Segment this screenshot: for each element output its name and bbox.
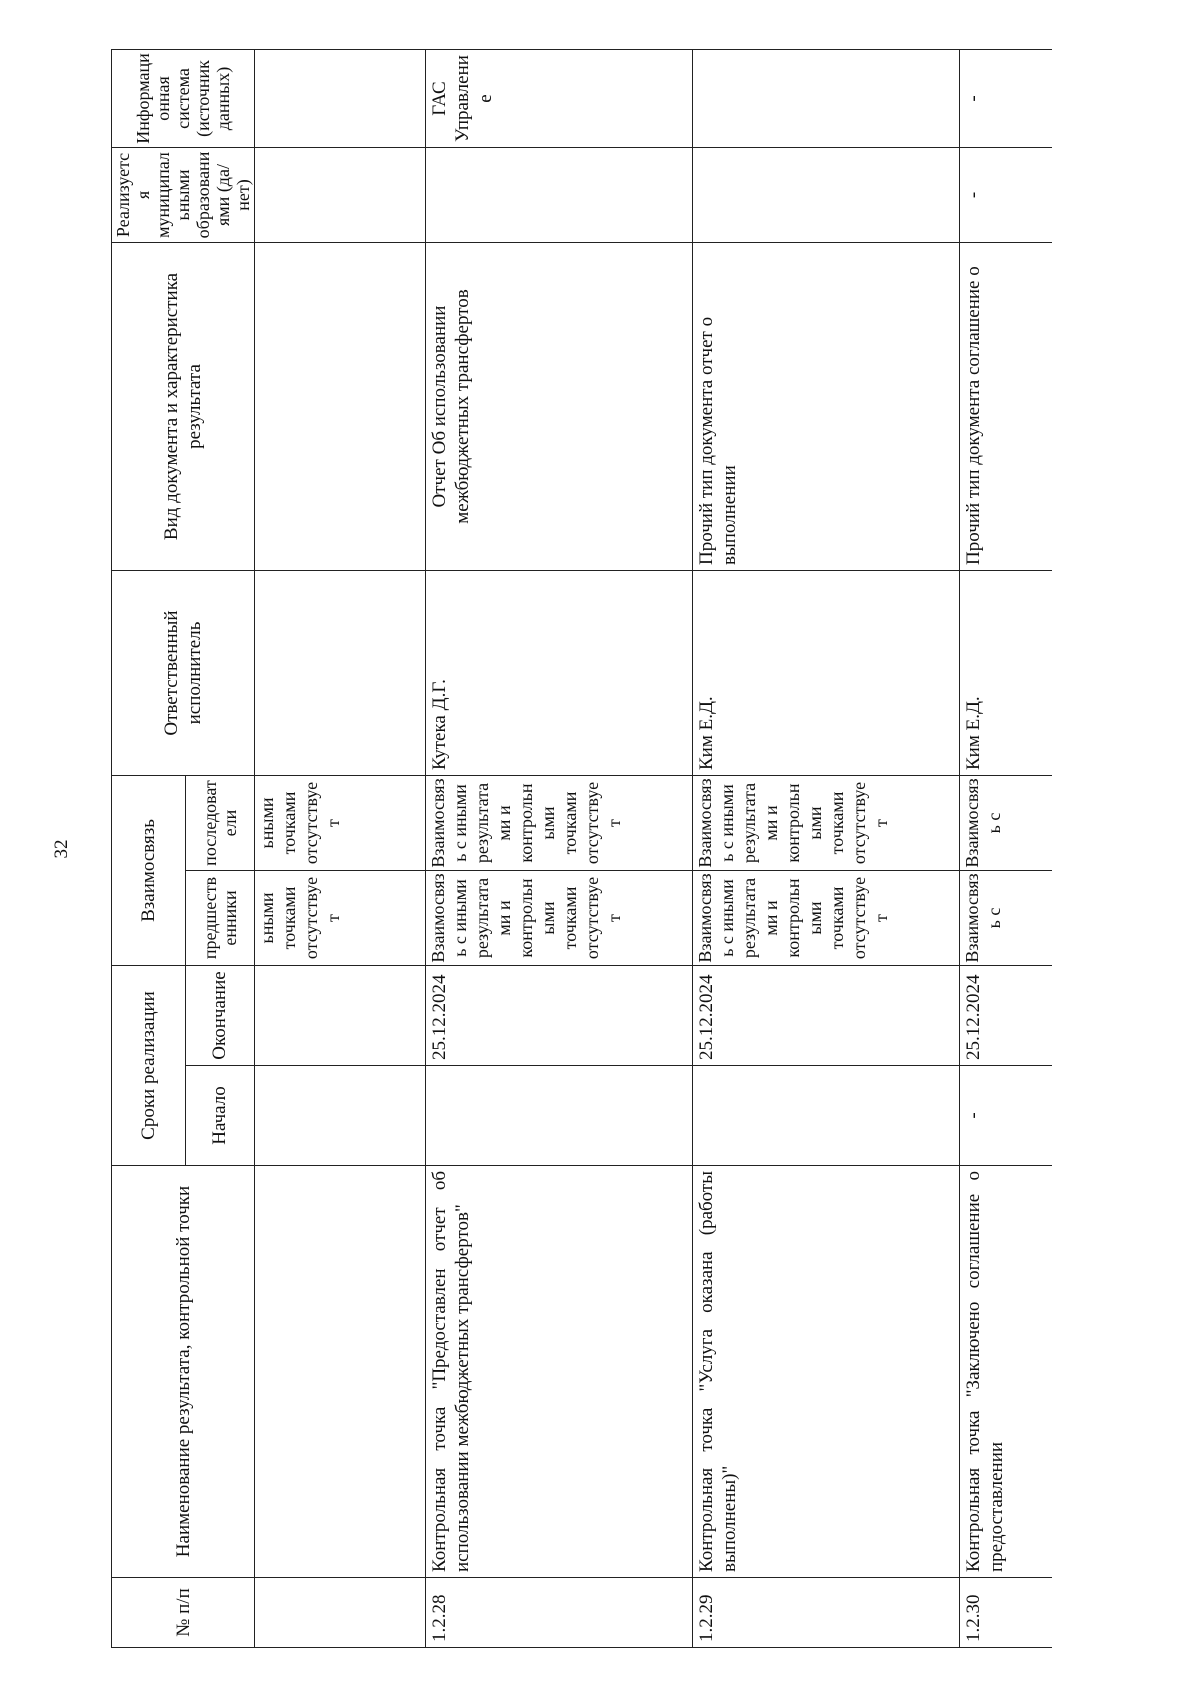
cell-predecessors: Взаимосвязь с xyxy=(960,871,1053,966)
header-responsible: Ответственный исполнитель xyxy=(112,571,255,776)
cell-responsible: Ким Е.Д. xyxy=(960,571,1053,776)
table-row xyxy=(255,50,426,1648)
cell-num: 1.2.28 xyxy=(426,1578,693,1648)
cell-end xyxy=(255,966,426,1066)
cell-end: 25.12.2024 xyxy=(426,966,693,1066)
schedule-table xyxy=(111,49,1052,1648)
header-info-system: Информационная система (источник данных) xyxy=(112,50,255,148)
cell-num xyxy=(255,1578,426,1648)
cell-end: 25.12.2024 xyxy=(693,966,960,1066)
cell-predecessors: Взаимосвязь с иными результатами и контрольными точками отсутствует xyxy=(693,871,960,966)
header-end: Окончание xyxy=(185,966,254,1066)
cell-responsible xyxy=(255,571,426,776)
cell-predecessors: Взаимосвязь с иными результатами и контрольными точками отсутствует xyxy=(426,871,693,966)
cell-municipal xyxy=(255,148,426,243)
header-start: Начало xyxy=(185,1066,254,1166)
rotated-table-wrapper xyxy=(111,50,1180,1648)
cell-start: - xyxy=(960,1066,1053,1166)
cell-start xyxy=(255,1066,426,1166)
cell-start xyxy=(693,1066,960,1166)
cell-successors: Взаимосвязь с xyxy=(960,776,1053,871)
header-relation: Взаимосвязь xyxy=(112,776,186,966)
cell-num: 1.2.29 xyxy=(693,1578,960,1648)
cell-document: Прочий тип документа отчет о выполнении xyxy=(693,243,960,571)
cell-name: Контрольная точка "Заключено соглашение о предоставлении xyxy=(960,1166,1053,1578)
header-successors: последователи xyxy=(185,776,254,871)
cell-name xyxy=(255,1166,426,1578)
header-municipal: Реализуется муниципальными образованиями (да/нет) xyxy=(112,148,255,243)
cell-document xyxy=(255,243,426,571)
cell-responsible: Кутека Д.Г. xyxy=(426,571,693,776)
table-row xyxy=(960,50,1053,1648)
cell-predecessors: ьными точками отсутствует xyxy=(255,871,426,966)
header-num: № п/п xyxy=(112,1578,255,1648)
cell-name: Контрольная точка "Услуга оказана (работы выполнены)" xyxy=(693,1166,960,1578)
table-row xyxy=(693,50,960,1648)
header-name: Наименование результата, контрольной точки xyxy=(112,1166,255,1578)
page-number: 32 xyxy=(51,839,72,859)
cell-num: 1.2.30 xyxy=(960,1578,1053,1648)
cell-info-system xyxy=(693,50,960,148)
table-row xyxy=(426,50,693,1648)
cell-municipal: - xyxy=(960,148,1053,243)
header-terms: Сроки реализации xyxy=(112,966,186,1166)
cell-municipal xyxy=(426,148,693,243)
cell-municipal xyxy=(693,148,960,243)
cell-document: Отчет Об использовании межбюджетных трансфертов xyxy=(426,243,693,571)
header-predecessors: предшественники xyxy=(185,871,254,966)
cell-start xyxy=(426,1066,693,1166)
cell-successors: Взаимосвязь с иными результатами и контрольными точками отсутствует xyxy=(693,776,960,871)
cell-responsible: Ким Е.Д. xyxy=(693,571,960,776)
cell-successors: ьными точками отсутствует xyxy=(255,776,426,871)
cell-successors: Взаимосвязь с иными результатами и контрольными точками отсутствует xyxy=(426,776,693,871)
cell-info-system: - xyxy=(960,50,1053,148)
cell-end: 25.12.2024 xyxy=(960,966,1053,1066)
cell-name: Контрольная точка "Предоставлен отчет об использовании межбюджетных трансфертов" xyxy=(426,1166,693,1578)
cell-info-system xyxy=(255,50,426,148)
cell-info-system: ГАС Управление xyxy=(426,50,693,148)
cell-document: Прочий тип документа соглашение о xyxy=(960,243,1053,571)
header-document: Вид документа и характеристика результата xyxy=(112,243,255,571)
